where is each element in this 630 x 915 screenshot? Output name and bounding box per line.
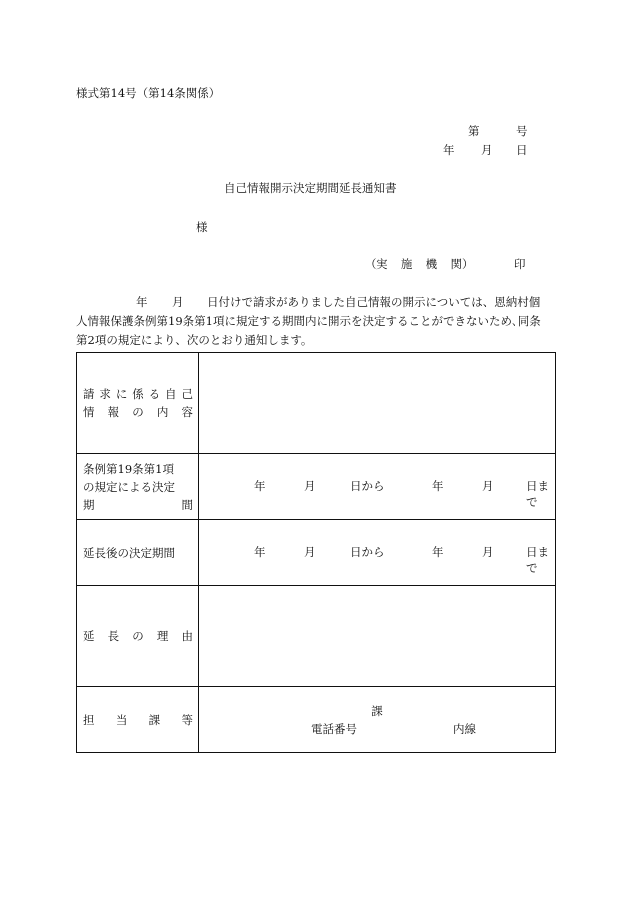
notice-table xyxy=(76,352,556,753)
value-extension-reason[interactable] xyxy=(199,586,556,687)
table-row-department xyxy=(77,687,556,753)
contact-ext: 内線 xyxy=(453,721,476,736)
date-year: 年 xyxy=(443,143,455,157)
table-row-request-content xyxy=(77,353,556,454)
table-row-decision-period xyxy=(77,454,556,520)
issuer-close-paren: ） xyxy=(462,257,474,271)
contact-tel: 電話番号 xyxy=(311,721,357,736)
body-line2: 人情報保護条例第19条第1項に規定する期間内に開示を決定することができないため､同条 xyxy=(76,314,541,328)
addressee-suffix: 様 xyxy=(196,220,208,234)
doc-number-dai: 第 xyxy=(468,124,480,138)
body-year: 年 xyxy=(136,295,148,309)
label-extension-reason: 延 長 の 理 由 xyxy=(77,586,199,687)
label-request-content: 請 求 に 係 る 自 己 情 報 の 内 容 xyxy=(77,353,199,454)
body-line3: 第2項の規定により、次のとおり通知します。 xyxy=(76,333,313,347)
seal-mark: 印 xyxy=(514,257,526,271)
value-decision-period[interactable]: 年 月 日から 年 月 日まで xyxy=(199,454,556,520)
issuer-open-paren: （ xyxy=(365,257,377,271)
value-request-content[interactable] xyxy=(199,353,556,454)
contact-ka: 課 xyxy=(371,703,383,718)
form-number: 様式第14号（第14条関係） xyxy=(76,86,221,100)
table-row-extended-period xyxy=(77,520,556,586)
table-row-extension-reason xyxy=(77,586,556,687)
label-extended-period: 延長後の決定期間 xyxy=(77,520,199,586)
date-month: 月 xyxy=(481,143,493,157)
body-line1: 日付けで請求がありました自己情報の開示については、恩納村個 xyxy=(207,295,541,309)
label-department: 担 当 課 等 xyxy=(77,687,199,753)
document-title: 自己情報開示決定期間延長通知書 xyxy=(224,181,397,195)
label-decision-period: 条例第19条第1項 の規定による決定 期 間 xyxy=(77,454,199,520)
body-month: 月 xyxy=(172,295,184,309)
issuer-name: 実 施 機 関 xyxy=(376,257,462,271)
value-department[interactable] xyxy=(199,687,556,753)
value-extended-period[interactable]: 年 月 日から 年 月 日まで xyxy=(199,520,556,586)
date-day: 日 xyxy=(516,143,528,157)
doc-number-go: 号 xyxy=(516,124,528,138)
